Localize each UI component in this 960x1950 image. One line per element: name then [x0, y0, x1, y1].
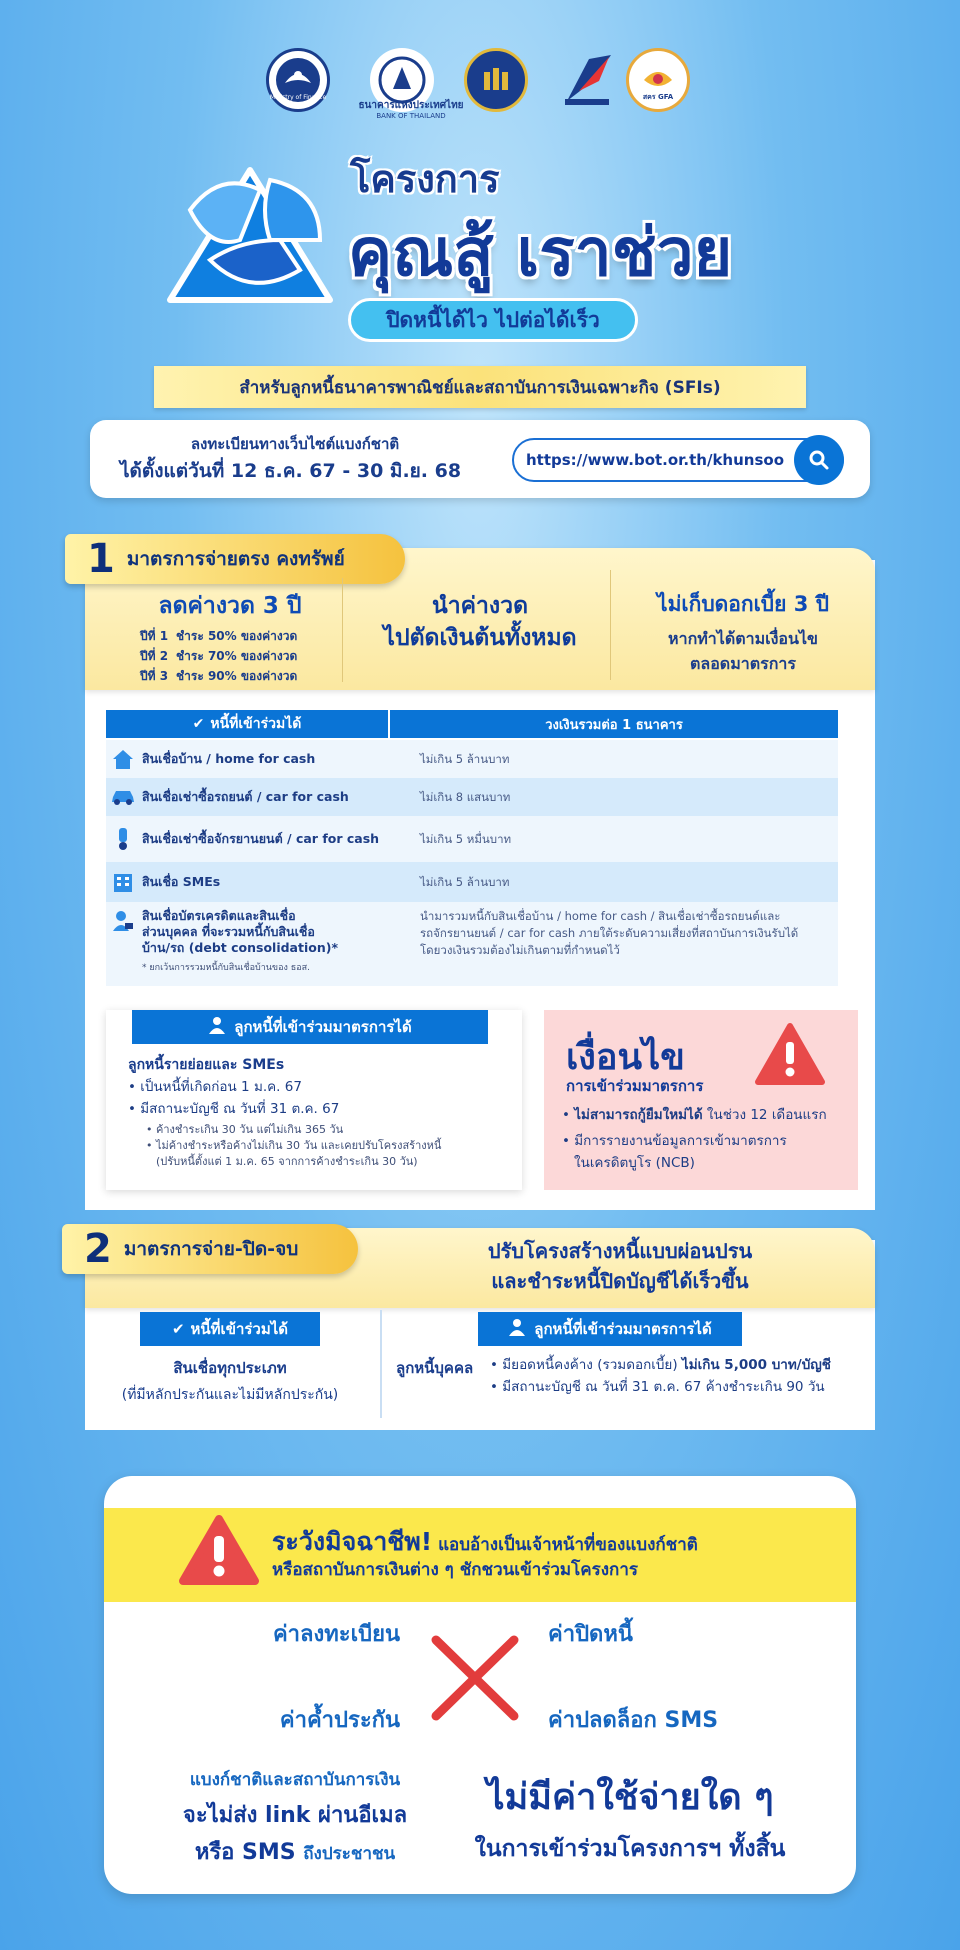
measure1-number: 1: [87, 536, 115, 582]
year-list: [140, 626, 340, 686]
person-icon: [508, 1318, 526, 1340]
eligible-s1: • ค้างชำระเกิน 30 วัน แต่ไม่เกิน 365 วัน: [146, 1123, 344, 1136]
condition-list: [562, 1104, 852, 1174]
m2-b1: • มียอดหนี้คงค้าง (รวมดอกเบี้ย) ไม่เกิน 5,000 บาท/บัญชี: [490, 1357, 831, 1373]
measure1-title: มาตรการจ่ายตรง คงทรัพย์: [126, 548, 345, 570]
eligible-head: ลูกหนี้ที่เข้าร่วมมาตรการได้: [132, 1010, 488, 1044]
measure2-tab: [62, 1224, 358, 1274]
no-fee-notice: ไม่มีค่าใช้จ่ายใด ๆ ในการเข้าร่วมโครงการฯ ทั้งสิ้น: [474, 1777, 786, 1862]
tbc-logo: [556, 48, 620, 112]
table-row: สินเชื่อบัตรเครดิตและสินเชื่อ ส่วนบุคคล ที่จะรวมหนี้กับสินเชื่อ บ้าน/รถ (debt consolidation)* * ยกเว้นการรวมหนี้กับสินเชื่อบ้านของ ธอส. นำมารวมหนี้กับสินเชื่อบ้าน / home for cash / สินเชื่อเช่าซื้อรถยนต์และ รถจักรยานยนต์ / car for cash ภายใต้ระดับความเสี่ยงที่สถาบันการเงินรับได้ โดยวงเงินรวมต้องไม่เกินตามที่กำหนดไว้: [106, 902, 838, 986]
table-row: สินเชื่อ SMEs ไม่เกิน 5 ล้านบาท: [106, 862, 838, 902]
bot-name-en: BANK OF THAILAND: [376, 112, 446, 120]
m2-right-list: [490, 1354, 870, 1398]
project-name: คุณสู้ เราช่วย: [348, 214, 733, 291]
table-row: สินเชื่อเช่าซื้อรถยนต์ / car for cash ไม่เกิน 8 แสนบาท: [106, 778, 838, 816]
warning-line2: หรือสถาบันการเงินต่าง ๆ ชักชวนเข้าร่วมโครงการ: [272, 1560, 639, 1580]
table-head-debt: ✔ หนี้ที่เข้าร่วมได้: [106, 710, 388, 738]
search-button[interactable]: [794, 435, 844, 485]
m2-right-label: ลูกหนี้บุคคล: [396, 1359, 474, 1377]
measure2-desc: ปรับโครงสร้างหนี้แบบผ่อนปรน และชำระหนี้ปิดบัญชีได้เร็วขึ้น: [487, 1239, 753, 1293]
table-row: สินเชื่อบ้าน / home for cash ไม่เกิน 5 ล้านบาท: [106, 740, 838, 778]
house-icon: [110, 746, 136, 772]
divider: [342, 578, 343, 682]
col2-line1: นำค่างวด: [431, 593, 529, 619]
gfa-logo-text: สคร GFA: [642, 93, 674, 101]
search-icon: [808, 449, 830, 471]
audience-text: สำหรับลูกหนี้ธนาคารพาณิชย์และสถาบันการเงินเฉพาะกิจ (SFIs): [239, 377, 721, 398]
condition-b2-cont: ในเครดิตบูโร (NCB): [574, 1155, 695, 1171]
building-icon: [110, 869, 136, 895]
measure1-col3: [618, 588, 868, 677]
person-icon: [208, 1016, 226, 1038]
project-label: โครงการ: [350, 157, 500, 201]
audience-banner: [154, 366, 806, 408]
table-head-limit: วงเงินรวมต่อ 1 ธนาคาร: [390, 710, 838, 738]
register-line2: ได้ตั้งแต่วันที่ 12 ธ.ค. 67 - 30 มิ.ย. 68: [120, 460, 462, 482]
bot-name-th: ธนาคารแห่งประเทศไทย: [358, 100, 464, 111]
warning-line1: ระวังมิจฉาชีพ! แอบอ้างเป็นเจ้าหน้าที่ของแบงก์ชาติ: [272, 1527, 698, 1556]
col3-line1: หากทำได้ตามเงื่อนไข: [668, 629, 818, 648]
check-badge-icon: ✔: [192, 716, 205, 732]
condition-title: เงื่อนไข: [566, 1037, 685, 1078]
fee-registration: ค่าลงทะเบียน: [272, 1622, 400, 1647]
cross-icon: [428, 1632, 522, 1728]
condition-sub: การเข้าร่วมมาตรการ: [566, 1077, 704, 1095]
measure1-col2: [350, 590, 610, 654]
col1-title: ลดค่างวด 3 ปี: [158, 593, 302, 619]
bot-logo-caption: [336, 100, 486, 122]
exception-note: * ยกเว้นการรวมหนี้กับสินเชื่อบ้านของ ธอส.: [142, 963, 310, 973]
condition-b1: • ไม่สามารถกู้ยืมใหม่ได้ ในช่วง 12 เดือนแรก: [562, 1107, 827, 1123]
measure2-title: มาตรการจ่าย-ปิด-จบ: [123, 1238, 299, 1260]
year-row: ปีที่ 1 ชำระ 50% ของค่างวด: [140, 629, 298, 643]
eligible-s3: (ปรับหนี้ตั้งแต่ 1 ม.ค. 65 จากการค้างชำระเกิน 30 วัน): [156, 1155, 418, 1168]
eligible-s2: • ไม่ค้างชำระหรือค้างไม่เกิน 30 วัน และเคยปรับโครงสร้างหนี้: [146, 1139, 442, 1152]
col3-line2: ตลอดมาตรการ: [690, 654, 796, 673]
motorcycle-icon: [110, 826, 136, 852]
table-row: สินเชื่อเช่าซื้อจักรยานยนต์ / car for cash ไม่เกิน 5 หมื่นบาท: [106, 816, 838, 862]
m2-left-body: สินเชื่อทุกประเภท (ที่มีหลักประกันและไม่มีหลักประกัน): [121, 1359, 339, 1403]
sfi-logo: [464, 48, 528, 112]
divider: [610, 570, 611, 680]
register-line1: ลงทะเบียนทางเว็บไซต์แบงก์ชาติ: [190, 435, 400, 453]
check-badge-icon: ✔: [171, 1320, 185, 1338]
eligible-sub: ลูกหนี้รายย่อยและ SMEs: [128, 1057, 285, 1073]
warning-triangle-icon: [754, 1022, 826, 1090]
gfa-logo: [626, 48, 690, 112]
person-card-icon: [110, 908, 136, 934]
mof-logo: [266, 48, 330, 112]
warning-triangle-icon: [178, 1514, 260, 1590]
m2-b2: • มีสถานะบัญชี ณ วันที่ 31 ต.ค. 67 ค้างชำระเกิน 90 วัน: [490, 1379, 825, 1395]
car-icon: [110, 784, 136, 810]
measure1-col1: [130, 588, 330, 683]
col2-line2: ไปตัดเงินต้นทั้งหมด: [383, 625, 577, 651]
col3-title: ไม่เก็บดอกเบี้ย 3 ปี: [657, 592, 829, 616]
year-row: ปีที่ 2 ชำระ 70% ของค่างวด: [140, 649, 298, 663]
bot-notice: แบงก์ชาติและสถาบันการเงิน จะไม่ส่ง link ผ่านอีเมล หรือ SMS ถึงประชาชน: [160, 1766, 430, 1869]
warning-title: ระวังมิจฉาชีพ!: [272, 1527, 433, 1556]
m2-right-head: ลูกหนี้ที่เข้าร่วมมาตรการได้: [478, 1312, 742, 1346]
mof-logo-text: Ministry of Finance: [269, 94, 327, 101]
url-text[interactable]: https://www.bot.or.th/khunsoo: [526, 451, 785, 469]
tagline: ปิดหนี้ได้ไว ไปต่อได้เร็ว: [386, 307, 600, 332]
eligible-b1: • เป็นหนี้ที่เกิดก่อน 1 ม.ค. 67: [128, 1079, 302, 1095]
tagline-pill: [348, 298, 638, 342]
condition-b2: • มีการรายงานข้อมูลการเข้ามาตรการ: [562, 1133, 787, 1149]
m2-left-head: ✔ หนี้ที่เข้าร่วมได้: [140, 1312, 320, 1346]
fee-sms-unlock: ค่าปลดล็อก SMS: [548, 1708, 719, 1733]
measure2-number: 2: [84, 1226, 112, 1272]
year-row: ปีที่ 3 ชำระ 90% ของค่างวด: [140, 669, 298, 683]
measure1-tab: [65, 534, 405, 584]
bot-notice-line3: หรือ SMS ถึงประชาชน: [194, 1840, 396, 1865]
fee-guarantee: ค่าค้ำประกัน: [279, 1708, 400, 1733]
eligible-content: [128, 1054, 518, 1170]
divider: [380, 1310, 382, 1418]
hands-graphic: [150, 150, 350, 310]
register-card: [90, 420, 870, 498]
fee-debt-close: ค่าปิดหนี้: [548, 1622, 633, 1647]
eligible-b2: • มีสถานะบัญชี ณ วันที่ 31 ต.ค. 67: [128, 1101, 340, 1117]
